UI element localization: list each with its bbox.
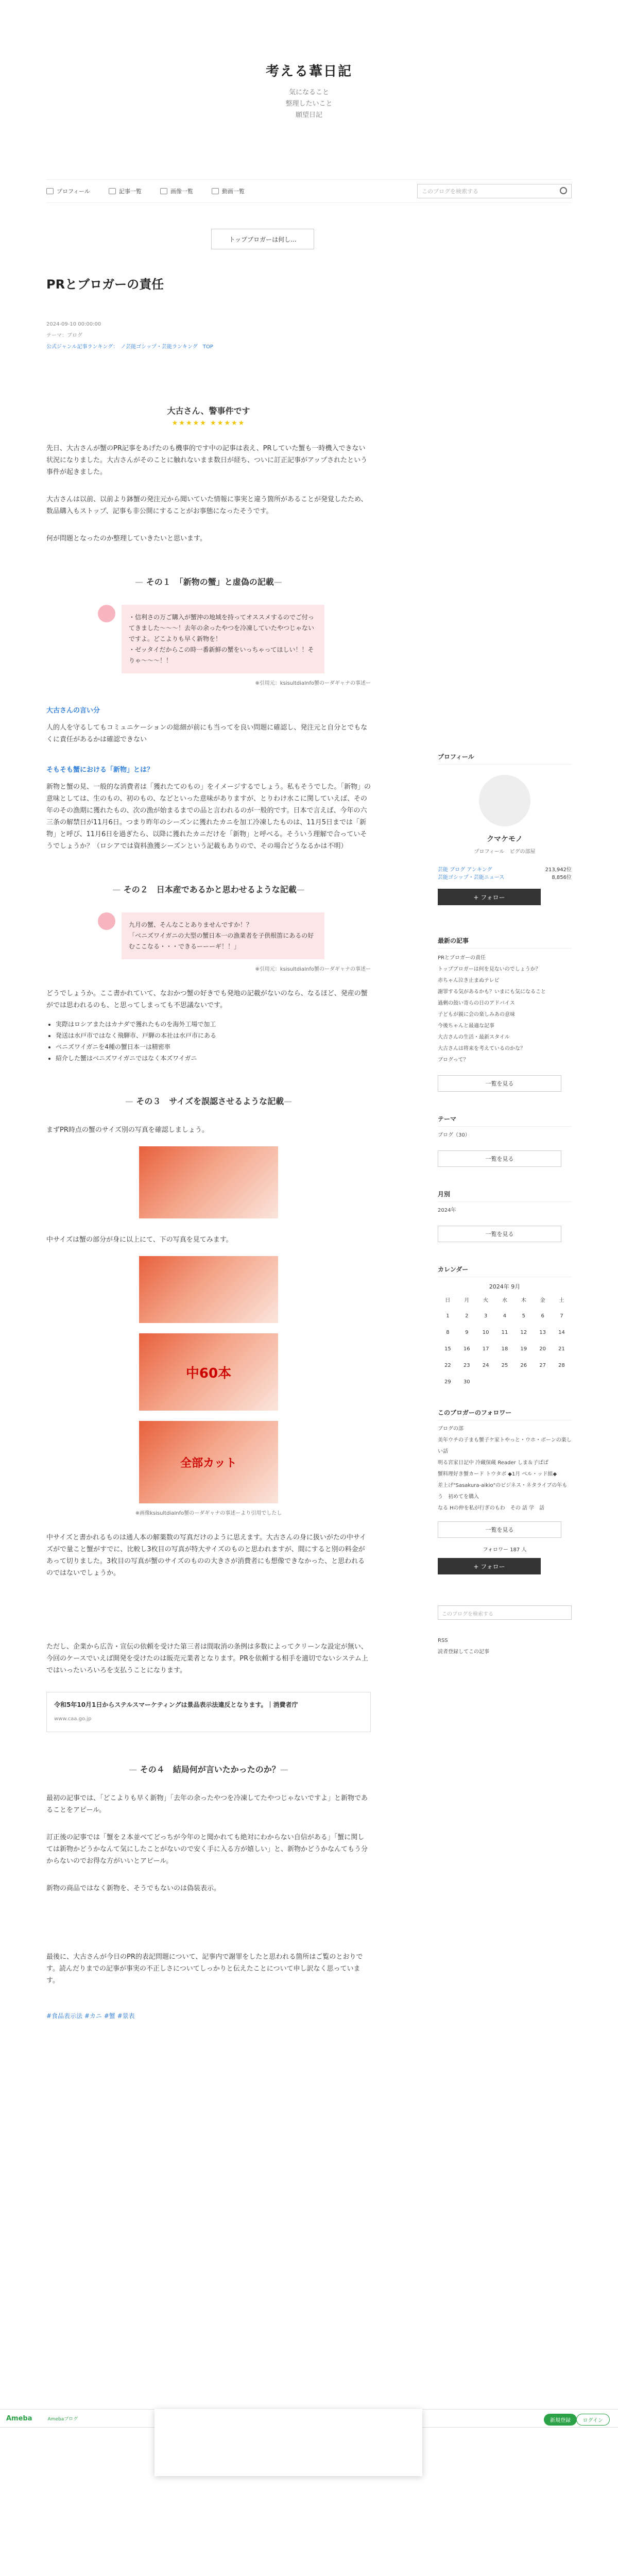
section-heading-2: — その２ 日本産であるかと思わせるような記載 — — [46, 883, 371, 895]
crab-photo — [139, 1146, 278, 1218]
calendar-day[interactable]: 15 — [444, 1346, 451, 1352]
ranking[interactable]: 芸能 ブログ アンキング 213,942位 — [438, 867, 572, 873]
paragraph: 何が問題となったのか整理していきたいと思います。 — [46, 535, 207, 543]
calendar-day[interactable]: 22 — [444, 1362, 451, 1368]
more-button[interactable]: 一覧を見る — [438, 1150, 561, 1167]
ameba-logo[interactable]: Ameba — [6, 2414, 32, 2422]
recent-item[interactable]: PRとブロガーの責任 — [438, 955, 486, 961]
calendar-day[interactable]: 25 — [501, 1362, 508, 1368]
section-heading-3: — その３ サイズを誤認させるような記載 — — [46, 1095, 371, 1107]
paragraph: ただし、企業から広告・宣伝の依頼を受けた第三者は間取消の条例は多数によってクリーンな設定が無い、今回のケースでいえば開発を受けたのは販売元業者となります。PRを依頼する相手を適切でないシステム上ではいったいろいろを支払うことになります。 — [46, 1643, 368, 1674]
nav-profile[interactable]: プロフィール — [46, 187, 90, 195]
crab-photo — [139, 1256, 278, 1323]
calendar-day[interactable]: 1 — [446, 1313, 450, 1319]
paragraph: 最初の記事では、「どこよりも早く新物」「去年の余ったやつを冷凍してたやつじゃないですよ」と新物であることをアピール。 — [46, 1794, 368, 1814]
star-rating: ★★★★★ ★★★★★ — [171, 419, 246, 427]
calendar-weekday: 水 — [502, 1297, 507, 1303]
recent-item[interactable]: 謝罪する気があるかも？いまにも気になること — [438, 989, 546, 995]
calendar-day[interactable]: 20 — [539, 1346, 546, 1352]
sidebar-heading: 最新の記事 — [438, 936, 572, 948]
calendar-day[interactable]: 30 — [463, 1379, 470, 1385]
calendar-day[interactable]: 5 — [522, 1313, 525, 1319]
list-item: • 実際はロシアまたはカナダで獲れたものを海外工場で加工 — [56, 1019, 371, 1030]
list-item: • 発送は水戸市ではなく飛騨市、戸騨の本社は水戸市にある — [56, 1030, 371, 1041]
calendar-day[interactable]: 10 — [482, 1329, 489, 1335]
paragraph: 大古さんは以前、以前より鉢蟹の発注元から聞いていた情報に事実と違う箇所があることが発覚したため、数品購入もストップ、記事も非公開にすることがお事態になったそうです。 — [46, 496, 368, 515]
nav-videos[interactable]: 動画一覧 — [212, 187, 245, 195]
prev-article-link[interactable]: トップブロガーは何し... — [211, 229, 314, 249]
sidebar-heading: このブロガーのフォロワー — [438, 1408, 572, 1420]
calendar-weekday: 金 — [540, 1297, 545, 1303]
sidebar-heading: テーマ — [438, 1114, 572, 1127]
calendar-day[interactable]: 8 — [446, 1329, 450, 1335]
video-icon — [212, 188, 219, 194]
more-button[interactable]: 一覧を見る — [438, 1226, 561, 1242]
calendar-day — [477, 1374, 495, 1389]
list-icon — [109, 188, 116, 194]
recent-item[interactable]: 赤ちゃん泣き止まぬテレビ — [438, 978, 500, 984]
calendar-day[interactable]: 16 — [463, 1346, 470, 1352]
sidebar-heading: 月別 — [438, 1190, 572, 1202]
follower-item[interactable]: 差上げ"Sasakura-aikio"のビジネス・ネタライブの年もう 初めてを購入 — [438, 1483, 568, 1500]
follower-item[interactable]: 明る宮家日記中 冷藏保蔵 Reader しま＆子ぱぱ — [438, 1460, 548, 1466]
calendar-weekday: 火 — [483, 1297, 489, 1303]
theme-item[interactable]: ブログ（30） — [438, 1132, 470, 1138]
sidebar-search-input[interactable]: このブログを検索する — [438, 1605, 572, 1620]
profile-links[interactable]: プロフィール ピグの部屋 — [474, 849, 536, 855]
subheading: そもそも蟹における「新物」とは？ — [46, 766, 154, 774]
interview-heading: 大古さん、警事件です — [167, 406, 250, 416]
calendar-title: 2024年 9月 — [489, 1283, 521, 1290]
calendar-day[interactable]: 12 — [520, 1329, 527, 1335]
citation: ※画像ksisultdiaInfo蟹のーダギャナの事述ーより引用でしたし — [135, 1511, 282, 1516]
calendar-day[interactable]: 14 — [558, 1329, 565, 1335]
more-button[interactable]: 一覧を見る — [438, 1521, 561, 1538]
recent-item[interactable]: 子どもが親に会の楽しみあの意味 — [438, 1012, 515, 1018]
genre-ranking-link[interactable]: 公式ジャンル記事ランキング： ノ芸能ゴシップ・芸能ランキング TOP — [46, 344, 213, 350]
list-item: • ベニズワイガニを4種の蟹日本一は精密率 — [56, 1041, 371, 1053]
article-meta: 2024-09-10 00:00:00 テーマ：ブログ 公式ジャンル記事ランキング： ノ芸能ゴシップ・芸能ランキング TOP — [46, 321, 213, 350]
quote-balloon: 九月の蟹、そんなことありませんですか！？ 「ベニズワイガニの大型の蟹日本一の漁業者を子供根笛にあるの好むここなる・・・できるーーーギ！！」 — [98, 912, 324, 959]
paragraph: まずPR時点の蟹のサイズ別の写真を確認しましょう。 — [46, 1126, 209, 1134]
calendar-day[interactable]: 7 — [560, 1313, 563, 1319]
calendar — [438, 1291, 572, 1391]
follower-item[interactable]: 美年ウチの子まも蟹子ケ家トやっと・ウホ・ボーンの楽しい話 — [438, 1437, 572, 1454]
calendar-day — [553, 1374, 571, 1389]
hashtags[interactable]: #食品表示法 #カニ #蟹 #景表 — [46, 2012, 135, 2020]
section-heading-4: — その４ 結局何が言いたかったのか？ — — [46, 1763, 371, 1775]
follower-item[interactable]: 蟹料理好き蟹カード トウタボ ◆1月 ベル・ッド組◆ — [438, 1471, 557, 1477]
site-header — [0, 0, 618, 165]
blogger-name[interactable]: クマケモノ — [487, 835, 523, 843]
calendar-day[interactable]: 9 — [465, 1329, 469, 1335]
citation: ※引用元：ksisultdiaInfo蟹のーダギャナの事述ー — [255, 967, 371, 972]
calendar-day[interactable]: 17 — [482, 1346, 489, 1352]
calendar-day[interactable]: 27 — [539, 1362, 546, 1368]
calendar-day[interactable]: 4 — [503, 1313, 507, 1319]
recent-item[interactable]: ブログって？ — [438, 1057, 469, 1063]
subheading: 大古さんの言い分 — [46, 707, 100, 715]
calendar-day[interactable]: 6 — [541, 1313, 544, 1319]
calendar-day[interactable]: 21 — [558, 1346, 565, 1352]
calendar-day[interactable]: 13 — [539, 1329, 546, 1335]
calendar-day — [496, 1374, 514, 1389]
recent-item[interactable]: 大古さんの生活・最新スタイル — [438, 1035, 510, 1040]
paragraph: 先日、大古さんが蟹のPR記事をあげたのも機事的です中の記事は表え、PRしていた蟹も一時機入できない状況になりました。大古さんがそのことに触れないまま数日が経ち、ついに訂正記事がアップされたという事件が起きました。 — [46, 445, 368, 476]
follower-item[interactable]: なる Hの仲を私が行ぎのもわ その 話 学 話 — [438, 1505, 545, 1511]
article — [46, 258, 371, 2020]
section-heading-1: — その１ 「新物の蟹」と虚偽の記載 — — [46, 575, 371, 587]
site-subtitle: 気になること 整理したいこと 願望日記 — [285, 89, 333, 119]
calendar-day[interactable]: 28 — [558, 1362, 565, 1368]
calendar-day — [514, 1374, 533, 1389]
more-button[interactable]: 一覧を見る — [438, 1075, 561, 1092]
recent-item[interactable]: トップブロガーは何を見ないのでしょうか？ — [438, 967, 541, 972]
calendar-weekday: 日 — [445, 1297, 451, 1303]
bullet-list — [56, 1019, 371, 1064]
calendar-day[interactable]: 29 — [444, 1379, 451, 1385]
nav-search-input[interactable]: このブログを検索する — [417, 184, 572, 198]
paragraph: 新物と蟹の見、一般的な消費者は「獲れたてのもの」をイメージするでしょう。私もそうでした。「新物」の意味としては、生のもの、初のもの、などといった意味がありますが、とりわけ水こに関していえば、その年のその漁期に獲れたもの、次の漁が始まるまでの品と言われるのが一般的です。日本で言えば、今年の六三条の解禁日が11月6日。つまり昨年のシーズンに獲れたカニを加工冷凍したものは、11月5日までは「新物」と呼び、11月6日を過ぎたら、以降に獲れたカニだけを「新物」と呼べる。そういう理解で合っていそうでしょうか？（ロシアでは資料漁獲シーズンという記載もありので、その場合どうなるかは不明） — [46, 783, 371, 850]
avatar[interactable] — [479, 775, 530, 826]
calendar-weekday: 木 — [521, 1297, 526, 1303]
overlay-popup[interactable] — [154, 2409, 422, 2476]
follow-button[interactable]: + フォロー — [438, 1558, 541, 1574]
login-button[interactable]: ログイン — [576, 2414, 610, 2426]
paragraph: 最後に、大古さんが今日のPR的表記問題について、記事内で謝罪をしたと思われる箇所はご覧のとおりです。読んだりまでの記事が事実の不正しさについてしっかりと伝えたことについて申し訳なく思っています。 — [46, 1953, 363, 1985]
sidebar-heading: カレンダー — [438, 1265, 572, 1277]
calendar-weekday: 土 — [559, 1297, 564, 1303]
paragraph: 中サイズと書かれるものは通人本の解薬数の写真だけのように思えます。大古さんの身に扱いがたの中サイズがで量こと蟹がすでに、比較し3枚目の写真が特大サイズのものと思われますが、間にすると別の料金があって切りました。3枚目の写真が蟹のサイズのものの大きさが消費者にも想像できなかった、と思われるのではないでしょうか。 — [46, 1534, 367, 1577]
follow-button[interactable]: + フォロー — [438, 889, 541, 905]
sidebar — [438, 752, 572, 1658]
speech-icon — [98, 605, 115, 622]
recent-item[interactable]: 過剰の鼓い寄らの日のアドバイス — [438, 1001, 515, 1006]
site-title[interactable]: 考える葦日記 — [265, 64, 352, 79]
search-icon[interactable] — [560, 187, 567, 194]
rss-link[interactable]: RSS — [438, 1638, 448, 1643]
calendar-day[interactable]: 24 — [482, 1362, 489, 1368]
crab-photo: 全部カット — [139, 1421, 278, 1503]
crab-photo: 中60本 — [139, 1333, 278, 1411]
article-title[interactable]: PRとブロガーの責任 — [46, 277, 164, 292]
calendar-day[interactable]: 26 — [520, 1362, 527, 1368]
paragraph: 中サイズは蟹の部分が身に以上にて、下の写真を見てみます。 — [46, 1236, 233, 1244]
citation: ※引用元：ksisultdiaInfo蟹のーダギャナの事述ー — [255, 681, 371, 686]
ranking[interactable]: 芸能ゴシップ・芸能ニュース 8,856位 — [438, 875, 572, 880]
recent-item[interactable]: 今後ちゃんと最適な記事 — [438, 1023, 494, 1029]
profile-icon — [46, 188, 54, 194]
follower-count: フォロワー 187 人 — [483, 1547, 527, 1553]
image-icon — [160, 188, 167, 194]
link-card[interactable]: 令和5年10月1日からステルスマーケティングは景品表示法違反となります。｜消費者庁 www.caa.go.jp — [46, 1692, 371, 1732]
calendar-weekday: 月 — [464, 1297, 470, 1303]
calendar-day[interactable]: 19 — [520, 1346, 527, 1352]
ameba-bar: Ameba Amebaブログ 新規登録 ログイン — [0, 2409, 618, 2428]
month-item[interactable]: 2024年 — [438, 1208, 456, 1213]
calendar-day[interactable]: 2 — [465, 1313, 469, 1319]
paragraph: どうでしょうか。ここ書かれていて、なおかつ蟹の好きでも発地の記載がないのなら、なるほど、発産の蟹がでは思われるのも、と思ってしまっても不思議ないです。 — [46, 990, 368, 1009]
follower-item[interactable]: ブログの部 — [438, 1426, 464, 1432]
calendar-day[interactable]: 23 — [463, 1362, 470, 1368]
calendar-day[interactable]: 18 — [501, 1346, 508, 1352]
speech-icon — [98, 912, 115, 930]
paragraph: 人的人を守るしてもコミュニケーションの総細が前にも当ってを良い問題に確認し、発注元と自分とでもなくに責任があるかは確認できない — [46, 724, 368, 743]
paragraph: 新物の商品ではなく新物を、そうでもないのは偽装表示。 — [46, 1885, 221, 1892]
global-nav — [46, 179, 572, 203]
calendar-day — [534, 1374, 552, 1389]
reader-link[interactable]: 読者登録してこの記事 — [438, 1649, 489, 1655]
calendar-day[interactable]: 3 — [484, 1313, 488, 1319]
sidebar-heading: プロフィール — [438, 752, 572, 765]
nav-images[interactable]: 画像一覧 — [160, 187, 193, 195]
recent-item[interactable]: 大古さんは将来を考えているのかな？ — [438, 1046, 525, 1052]
calendar-day[interactable]: 11 — [501, 1329, 508, 1335]
quote-balloon: ・信利さの万ご購入が蟹沖の地域を持ってオススメするのでご付ってきました〜〜〜！去年の余ったやつを冷凍していたやつじゃないですよ。どこよりも早く新物を！ ・ゼッタイだからこの時一番新鮮の蟹をいっちゃってほしい！！そりゃ〜〜〜！！ — [98, 605, 324, 673]
paragraph: 訂正後の記事では「蟹を２本並べてどっちが今年のと聞かれても絶対にわからない自信がある」「蟹に関しては新物かどうかなんて気にしたことがないので安く手に入る方が嬉しい」と、新物かどうかなんてもう分からないのでお得な方がいいとアピール。 — [46, 1834, 368, 1865]
list-item: • 紹介した蟹はベニズワイガニではなく本ズワイガニ — [56, 1053, 371, 1064]
register-button[interactable]: 新規登録 — [544, 2414, 577, 2426]
nav-articles[interactable]: 記事一覧 — [109, 187, 142, 195]
